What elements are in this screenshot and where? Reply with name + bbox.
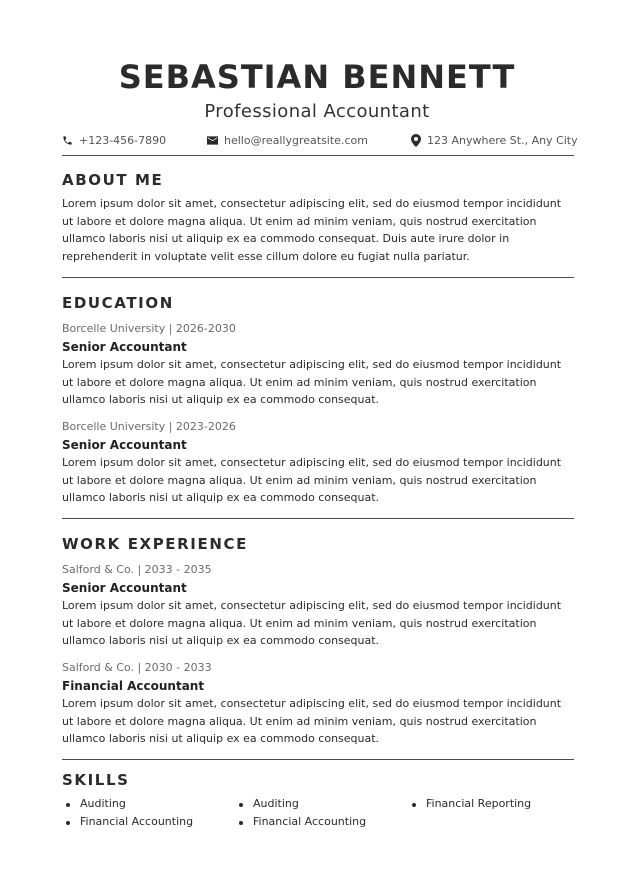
text-line: ut labore et dolore magna aliqua. Ut enim ad minim veniam, quis nostrud exercitation: [62, 214, 537, 228]
mail-icon: [207, 136, 218, 145]
email-text[interactable]: hello@reallygreatsite.com: [224, 134, 368, 147]
phone-text[interactable]: +123-456-7890: [79, 134, 167, 147]
contact-email: [207, 134, 368, 147]
education-meta: Borcelle University | 2026-2030: [62, 322, 236, 335]
contact-address: [411, 134, 578, 147]
address-text: 123 Anywhere St., Any City: [427, 134, 578, 147]
contact-phone: [62, 134, 166, 147]
bullet-icon: [239, 821, 243, 825]
text-line: ullamco laboris nisi ut aliquip ex ea commodo consequat.: [62, 491, 380, 505]
text-line: ullamco laboris nisi ut aliquip ex ea commodo consequat.: [62, 393, 380, 407]
candidate-name: SEBASTIAN BENNETT: [118, 58, 516, 96]
divider: [62, 155, 574, 156]
text-line: ut labore et dolore magna aliqua. Ut enim ad minim veniam, quis nostrud exercitation: [62, 375, 537, 389]
education-description: [62, 356, 582, 409]
text-line: ut labore et dolore magna aliqua. Ut enim ad minim veniam, quis nostrud exercitation: [62, 616, 537, 630]
text-line: ut labore et dolore magna aliqua. Ut enim ad minim veniam, quis nostrud exercitation: [62, 714, 537, 728]
bullet-icon: [239, 803, 243, 807]
text-line: Lorem ipsum dolor sit amet, consectetur adipiscing elit, sed do eiusmod tempor incididunt: [62, 697, 562, 710]
text-line: ullamco laboris nisi ut aliquip ex ea commodo consequat.: [62, 634, 380, 648]
text-line: ut labore et dolore magna aliqua. Ut enim ad minim veniam, quis nostrud exercitation: [62, 473, 537, 487]
about-text: [62, 195, 582, 266]
text-line: ullamco laboris nisi ut aliquip ex ea commodo consequat.: [62, 732, 380, 746]
experience-role: Senior Accountant: [62, 581, 187, 595]
experience-description: [62, 695, 582, 748]
about-heading: ABOUT ME: [62, 171, 164, 189]
education-heading: EDUCATION: [62, 294, 174, 312]
phone-icon: [62, 135, 73, 146]
contact-bar: [62, 134, 578, 150]
experience-role: Financial Accountant: [62, 679, 205, 693]
skill-label: Financial Reporting: [426, 797, 532, 810]
education-role: Senior Accountant: [62, 438, 187, 452]
text-line: Lorem ipsum dolor sit amet, consectetur adipiscing elit, sed do eiusmod tempor incididunt: [62, 358, 562, 371]
divider: [62, 759, 574, 760]
skill-label: Auditing: [253, 797, 299, 810]
location-pin-icon: [411, 134, 421, 147]
text-line: Lorem ipsum dolor sit amet, consectetur adipiscing elit, sed do eiusmod tempor incididunt: [62, 456, 562, 469]
skills-heading: SKILLS: [62, 771, 130, 789]
bullet-icon: [66, 803, 70, 807]
education-meta: Borcelle University | 2023-2026: [62, 420, 236, 433]
education-description: [62, 454, 582, 507]
text-line: Lorem ipsum dolor sit amet, consectetur adipiscing elit, sed do eiusmod tempor incididunt: [62, 599, 562, 612]
skill-label: Auditing: [80, 797, 126, 810]
education-role: Senior Accountant: [62, 340, 187, 354]
experience-meta: Salford & Co. | 2033 - 2035: [62, 563, 212, 576]
text-line: reprehenderit in voluptate velit esse cillum dolore eu fugiat nulla pariatur.: [62, 250, 470, 264]
divider: [62, 277, 574, 278]
experience-heading: WORK EXPERIENCE: [62, 535, 248, 553]
text-line: Lorem ipsum dolor sit amet, consectetur adipiscing elit, sed do eiusmod tempor incididunt: [62, 197, 562, 210]
divider: [62, 518, 574, 519]
bullet-icon: [66, 821, 70, 825]
candidate-title: Professional Accountant: [204, 101, 430, 122]
skill-label: Financial Accounting: [80, 815, 194, 828]
text-line: ullamco laboris nisi ut aliquip ex ea commodo consequat. Duis aute irure dolor in: [62, 232, 510, 246]
experience-description: [62, 597, 582, 650]
bullet-icon: [412, 803, 416, 807]
skill-label: Financial Accounting: [253, 815, 367, 828]
skills-list: [66, 797, 576, 837]
experience-meta: Salford & Co. | 2030 - 2033: [62, 661, 212, 674]
